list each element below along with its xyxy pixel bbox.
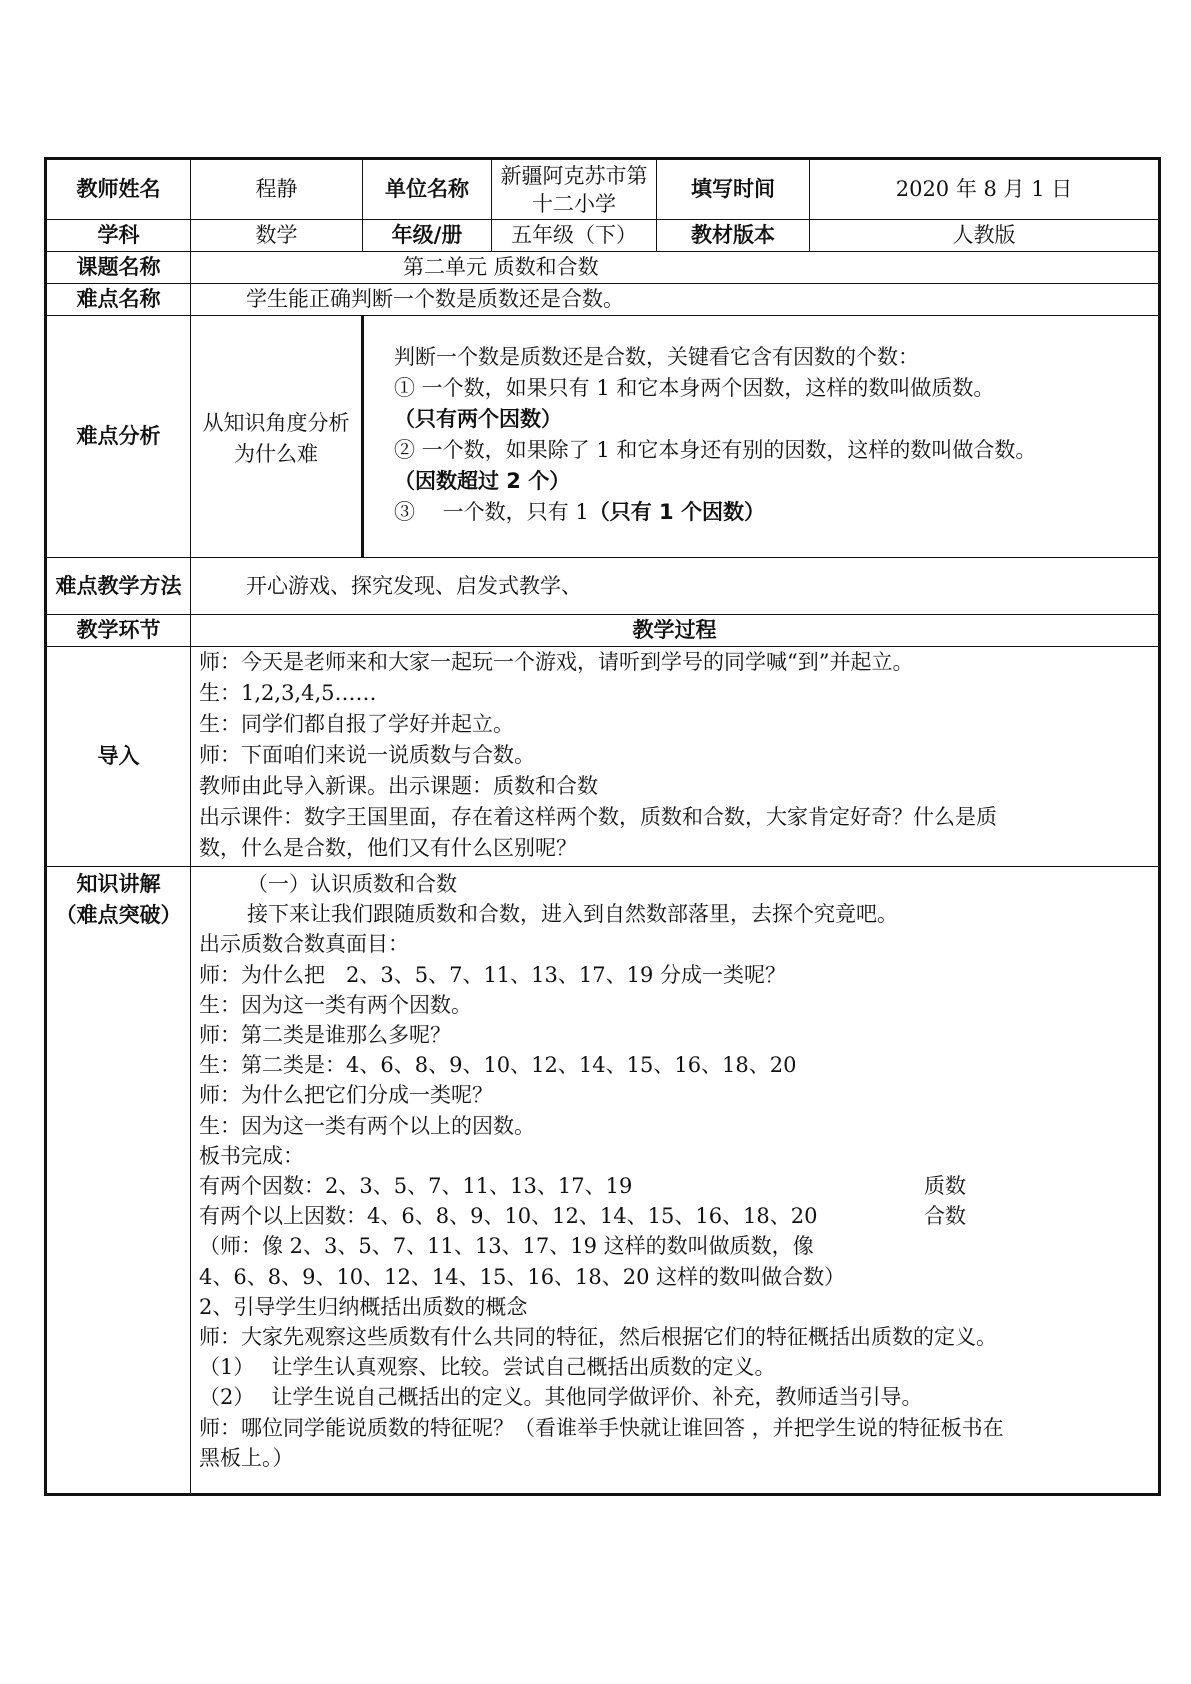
analysis-line-6 — [394, 497, 1158, 528]
unit-value-line-1: 新疆阿克苏市第 — [500, 163, 648, 188]
knowledge-line: 师：哪位同学能说质数的特征呢？（看谁举手快就让谁回答 ，并把学生说的特征板书在 — [199, 1415, 1004, 1440]
analysis-sub-label-line-2: 为什么难 — [234, 441, 318, 466]
subject-label: 学科 — [46, 220, 191, 252]
teacher-value: 程静 — [191, 159, 363, 220]
unit-label: 单位名称 — [363, 159, 492, 220]
unit-value — [492, 159, 657, 220]
knowledge-line: 出示质数合数真面目： — [199, 932, 409, 957]
board-row-composite — [199, 1201, 1150, 1231]
difficulty-value: 学生能正确判断一个数是质数还是合数。 — [191, 284, 1160, 316]
knowledge-line: 黑板上。） — [199, 1445, 294, 1470]
board-row-prime — [199, 1171, 1150, 1201]
knowledge-label-line-1: 知识讲解 — [76, 872, 161, 896]
method-label: 难点教学方法 — [46, 558, 191, 615]
subject-value: 数学 — [191, 220, 363, 252]
analysis-line-6-text: ③ 一个数，只有 1 — [394, 500, 589, 524]
knowledge-row — [46, 867, 1160, 1495]
analysis-label: 难点分析 — [46, 316, 191, 558]
analysis-content — [363, 316, 1160, 558]
analysis-line-6-note: （只有 1 个因数） — [588, 500, 765, 524]
knowledge-line: 生：因为这一类有两个因数。 — [199, 992, 472, 1017]
intro-row — [46, 647, 1160, 867]
knowledge-line: 师：大家先观察这些质数有什么共同的特征，然后根据它们的特征概括出质数的定义。 — [199, 1325, 997, 1350]
knowledge-line: 板书完成： — [199, 1143, 304, 1168]
knowledge-line: （1） 让学生认真观察、比较。尝试自己概括出质数的定义。 — [199, 1355, 776, 1380]
board-prime-list: 有两个因数：2、3、5、7、11、13、17、19 — [199, 1174, 633, 1199]
knowledge-line: 师：第二类是谁那么多呢？ — [199, 1023, 451, 1048]
grade-label: 年级/册 — [363, 220, 492, 252]
intro-line: 师：今天是老师来和大家一起玩一个游戏，请听到学号的同学喊“到”并起立。 — [199, 650, 914, 674]
knowledge-content — [191, 867, 1160, 1495]
knowledge-line: （师：像 2、3、5、7、11、13、17、19 这样的数叫做质数，像 — [199, 1234, 814, 1259]
knowledge-label-line-2: （难点突破） — [55, 903, 182, 927]
analysis-sub-label-line-1: 从知识角度分析 — [202, 410, 350, 435]
teacher-label: 教师姓名 — [46, 159, 191, 220]
unit-value-line-2: 十二小学 — [532, 191, 616, 216]
knowledge-line: 4、6、8、9、10、12、14、15、16、18、20 这样的数叫做合数） — [199, 1264, 846, 1289]
analysis-sub-label — [191, 316, 363, 558]
method-value: 开心游戏、探究发现、启发式教学、 — [191, 558, 1160, 615]
knowledge-line: （2） 让学生说自己概括出的定义。其他同学做评价、补充，教师适当引导。 — [199, 1385, 923, 1410]
difficulty-row — [46, 284, 1160, 316]
grade-value: 五年级（下） — [492, 220, 657, 252]
date-label: 填写时间 — [657, 159, 810, 220]
intro-line: 教师由此导入新课。出示课题：质数和合数 — [199, 774, 598, 798]
knowledge-line: （一）认识质数和合数 — [247, 872, 457, 896]
intro-line: 生：1,2,3,4,5…… — [199, 681, 377, 705]
board-prime-label: 质数 — [924, 1174, 966, 1199]
process-title: 教学过程 — [191, 615, 1160, 647]
topic-row — [46, 252, 1160, 284]
knowledge-line: 2、引导学生归纳概括出质数的概念 — [199, 1294, 528, 1319]
intro-line: 师：下面咱们来说一说质数与合数。 — [199, 743, 535, 767]
intro-content — [191, 647, 1160, 867]
analysis-line-2: ① 一个数，如果只有 1 和它本身两个因数，这样的数叫做质数。 — [394, 376, 995, 400]
edition-value: 人教版 — [810, 220, 1160, 252]
knowledge-line: 师：为什么把它们分成一类呢？ — [199, 1083, 493, 1108]
intro-label: 导入 — [46, 647, 191, 867]
date-value: 2020 年 8 月 1 日 — [810, 159, 1160, 220]
difficulty-label: 难点名称 — [46, 284, 191, 316]
header-row-1 — [46, 159, 1160, 220]
analysis-line-5: （因数超过 2 个） — [394, 469, 571, 493]
topic-value: 第二单元 质数和合数 — [191, 252, 1160, 284]
analysis-row — [46, 316, 1160, 558]
knowledge-label — [46, 867, 191, 1495]
lesson-plan-table — [44, 157, 1161, 1496]
method-row — [46, 558, 1160, 615]
topic-label: 课题名称 — [46, 252, 191, 284]
knowledge-line: 师：为什么把 2、3、5、7、11、13、17、19 分成一类呢？ — [199, 962, 787, 987]
header-row-2 — [46, 220, 1160, 252]
board-composite-label: 合数 — [924, 1204, 966, 1229]
analysis-line-4: ② 一个数，如果除了 1 和它本身还有别的因数，这样的数叫做合数。 — [394, 438, 1037, 462]
knowledge-line: 接下来让我们跟随质数和合数，进入到自然数部落里，去探个究竟吧。 — [247, 902, 898, 927]
process-header-row — [46, 615, 1160, 647]
intro-line: 出示课件：数字王国里面，存在着这样两个数，质数和合数，大家肯定好奇？什么是质 — [199, 805, 997, 829]
analysis-line-1: 判断一个数是质数还是合数，关键看它含有因数的个数： — [394, 345, 919, 369]
intro-line: 生：同学们都自报了学好并起立。 — [199, 712, 514, 736]
intro-line: 数，什么是合数，他们又有什么区别呢？ — [199, 836, 577, 860]
process-stage-label: 教学环节 — [46, 615, 191, 647]
knowledge-line: 生：第二类是：4、6、8、9、10、12、14、15、16、18、20 — [199, 1053, 797, 1078]
lesson-plan-sheet — [44, 157, 1158, 1496]
knowledge-line: 生：因为这一类有两个以上的因数。 — [199, 1113, 535, 1138]
analysis-line-3: （只有两个因数） — [394, 407, 562, 431]
edition-label: 教材版本 — [657, 220, 810, 252]
board-composite-list: 有两个以上因数：4、6、8、9、10、12、14、15、16、18、20 — [199, 1204, 818, 1229]
